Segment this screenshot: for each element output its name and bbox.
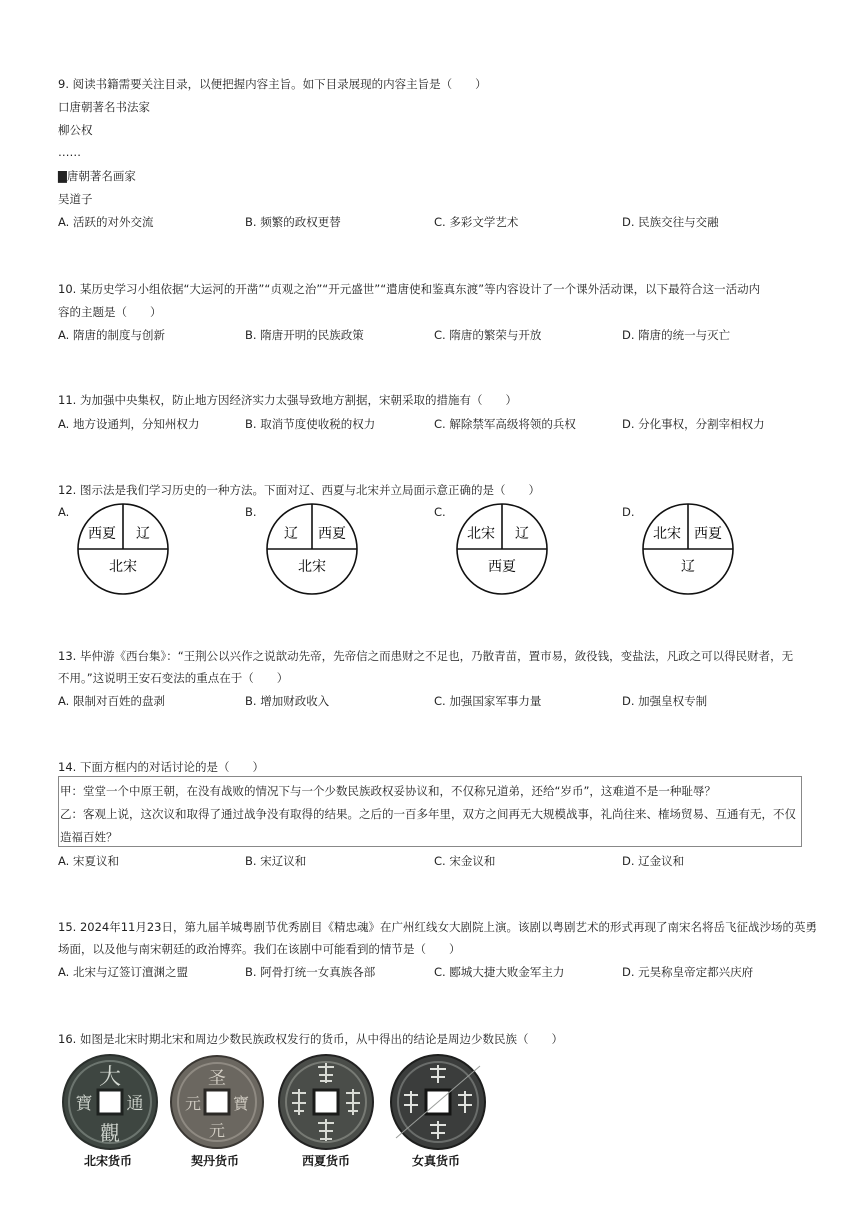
q13-stem-line1: 13. 毕仲游《西台集》：“王荆公以兴作之说歆动先帝，先帝信之而患财之不足也，乃散青苗，置市易，敛役钱，变盐法，凡政之可以得民财者，无 xyxy=(58,649,794,663)
q12-a-top-right: 辽 xyxy=(136,526,150,542)
q13-option-a[interactable]: A. 限制对百姓的盘剥 xyxy=(58,694,165,708)
q14-box-line2: 乙：客观上说，这次议和取得了通过战争没有取得的结果。之后的一百多年里，双方之间再无大规模战事，礼尚往来、榷场贸易、互通有无，不仅 xyxy=(60,807,796,821)
coin-caption: 北宋货币 xyxy=(84,1154,133,1168)
coin-char: 通 xyxy=(126,1094,144,1114)
q10-option-d[interactable]: D. 隋唐的统一与灭亡 xyxy=(622,328,731,342)
q9-toc-item: 口唐朝著名书法家 xyxy=(58,100,150,114)
q9-option-c[interactable]: C. 多彩文学艺术 xyxy=(434,215,519,229)
q13-option-d[interactable]: D. 加强皇权专制 xyxy=(622,694,708,708)
q10-stem-line1: 10. 某历史学习小组依据“大运河的开凿”“贞观之治”“开元盛世”“遣唐使和鉴真东渡”等内容设计了一个课外活动课，以下最符合这一活动内 xyxy=(58,282,761,296)
coin-caption: 西夏货币 xyxy=(302,1154,351,1168)
coin-char: 大 xyxy=(98,1065,122,1090)
q9-option-d[interactable]: D. 民族交往与交融 xyxy=(622,215,719,229)
q13-option-c[interactable]: C. 加强国家军事力量 xyxy=(434,694,542,708)
coin-jurchen-image xyxy=(388,1053,488,1151)
q9-toc-item: …… xyxy=(58,145,81,159)
q14-option-c[interactable]: C. 宋金议和 xyxy=(434,854,496,868)
q12-b-bottom: 北宋 xyxy=(298,559,326,575)
q9-toc-item: ▇唐朝著名画家 xyxy=(58,169,136,183)
q11-option-c[interactable]: C. 解除禁军高级将领的兵权 xyxy=(434,417,576,431)
q12-d-top-right: 西夏 xyxy=(694,526,722,542)
q15-option-a[interactable]: A. 北宋与辽签订澶渊之盟 xyxy=(58,965,188,979)
q13-stem-line2: 不用。”这说明王安石变法的重点在于（ ） xyxy=(58,671,289,685)
q12-option-a-diagram[interactable] xyxy=(75,503,171,595)
q14-option-a[interactable]: A. 宋夏议和 xyxy=(58,854,119,868)
q9-stem: 9. 阅读书籍需要关注目录，以便把握内容主旨。如下目录展现的内容主旨是（ ） xyxy=(58,77,487,91)
coin-char: 元 xyxy=(184,1094,202,1113)
q10-option-a[interactable]: A. 隋唐的制度与创新 xyxy=(58,328,165,342)
q10-option-b[interactable]: B. 隋唐开明的民族政策 xyxy=(245,328,364,342)
coin-char: 寶 xyxy=(75,1094,93,1114)
q12-option-c-label[interactable]: C. xyxy=(434,505,446,519)
q12-c-bottom: 西夏 xyxy=(488,559,516,575)
q14-box-line3: 造福百姓？ xyxy=(60,830,118,844)
q9-option-b[interactable]: B. 频繁的政权更替 xyxy=(245,215,341,229)
q12-a-bottom: 北宋 xyxy=(109,559,137,575)
coin-char: 元 xyxy=(208,1121,226,1140)
q15-stem-line2: 场面，以及他与南宋朝廷的政治博弈。我们在该剧中可能看到的情节是（ ） xyxy=(58,942,461,956)
q11-option-d[interactable]: D. 分化事权，分割宰相权力 xyxy=(622,417,765,431)
q12-option-d-label[interactable]: D. xyxy=(622,505,635,519)
coin-western-xia-image xyxy=(274,1053,378,1151)
q12-option-b-diagram[interactable] xyxy=(264,503,360,595)
q9-toc-item: 吴道子 xyxy=(58,192,93,206)
q12-b-top-left: 辽 xyxy=(284,526,298,542)
q15-option-b[interactable]: B. 阿骨打统一女真族各部 xyxy=(245,965,376,979)
q10-option-c[interactable]: C. 隋唐的繁荣与开放 xyxy=(434,328,542,342)
q12-option-d-diagram[interactable] xyxy=(640,503,736,595)
q11-stem: 11. 为加强中央集权，防止地方因经济实力太强导致地方割据，宋朝采取的措施有（ ） xyxy=(58,393,517,407)
q12-option-c-diagram[interactable] xyxy=(454,503,550,595)
q10-stem-line2: 容的主题是（ ） xyxy=(58,305,162,319)
q12-a-top-left: 西夏 xyxy=(88,526,116,542)
q12-option-b-label[interactable]: B. xyxy=(245,505,257,519)
q9-toc-item: 柳公权 xyxy=(58,123,93,137)
coin-caption: 契丹货币 xyxy=(191,1154,240,1168)
q11-option-a[interactable]: A. 地方设通判，分知州权力 xyxy=(58,417,200,431)
q14-stem: 14. 下面方框内的对话讨论的是（ ） xyxy=(58,760,264,774)
q15-option-d[interactable]: D. 元昊称皇帝定都兴庆府 xyxy=(622,965,754,979)
q12-option-a-label[interactable]: A. xyxy=(58,505,70,519)
coin-char: 寶 xyxy=(232,1094,250,1113)
q12-c-top-right: 辽 xyxy=(515,526,529,542)
coin-caption: 女真货币 xyxy=(412,1154,461,1168)
q12-c-top-left: 北宋 xyxy=(467,526,495,542)
coin-char: 觀 xyxy=(100,1121,120,1145)
coin-khitan-image xyxy=(167,1054,267,1150)
q9-option-a[interactable]: A. 活跃的对外交流 xyxy=(58,215,154,229)
q12-d-top-left: 北宋 xyxy=(653,526,681,542)
q14-box-line1: 甲：堂堂一个中原王朝，在没有战败的情况下与一个少数民族政权妥协议和，不仅称兄道弟，还给“岁币”，这难道不是一种耻辱？ xyxy=(60,784,716,798)
q14-option-b[interactable]: B. 宋辽议和 xyxy=(245,854,307,868)
q11-option-b[interactable]: B. 取消节度使收税的权力 xyxy=(245,417,376,431)
q12-b-top-right: 西夏 xyxy=(318,526,346,542)
q12-stem: 12. 图示法是我们学习历史的一种方法。下面对辽、西夏与北宋并立局面示意正确的是（ ） xyxy=(58,483,540,497)
q16-stem: 16. 如图是北宋时期北宋和周边少数民族政权发行的货币，从中得出的结论是周边少数民族（ ） xyxy=(58,1032,563,1046)
q15-option-c[interactable]: C. 郾城大捷大败金军主力 xyxy=(434,965,565,979)
q12-d-bottom: 辽 xyxy=(681,559,695,575)
coin-northern-song-image xyxy=(60,1053,160,1151)
q13-option-b[interactable]: B. 增加财政收入 xyxy=(245,694,330,708)
coin-char: 圣 xyxy=(208,1068,226,1089)
q15-stem-line1: 15. 2024年11月23日，第九届羊城粤剧节优秀剧目《精忠魂》在广州红线女大剧院上演。该剧以粤剧艺术的形式再现了南宋名将岳飞征战沙场的英勇 xyxy=(58,920,817,934)
q14-option-d[interactable]: D. 辽金议和 xyxy=(622,854,685,868)
